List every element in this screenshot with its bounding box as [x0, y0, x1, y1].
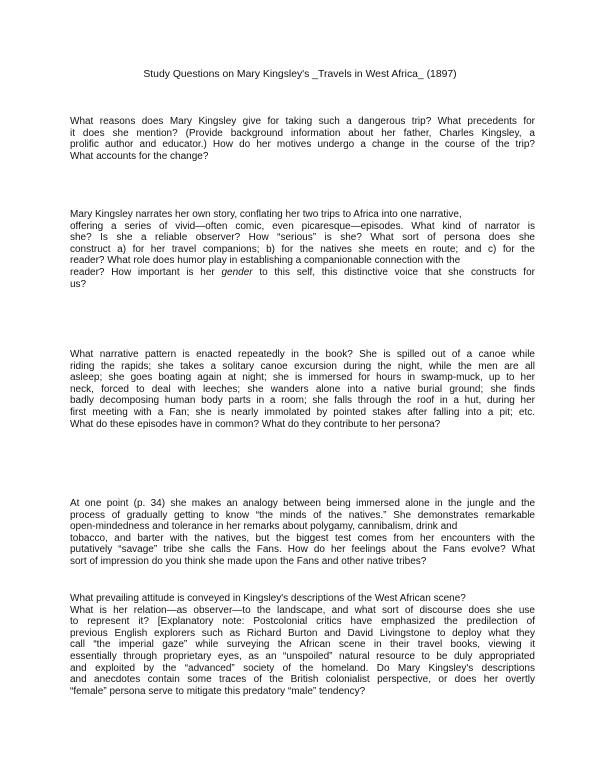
- paragraph-line: sort of impression do you think she made upon the Fans and other native tribes?: [70, 555, 427, 567]
- paragraph-line: tobacco, and barter with the natives, but the biggest test comes from her encounters with the: [70, 532, 535, 544]
- document-title: Study Questions on Mary Kingsley's _Travels in West Africa_ (1897): [143, 69, 457, 80]
- paragraph-line: badly decomposing human body parts in a room; she falls through the roof in a hut, during her: [70, 395, 535, 407]
- paragraph-line: to represent it? [Explanatory note: Postcolonial critics have emphasized the predilection of: [70, 616, 535, 628]
- paragraph-line: it does she mention? (Provide background information about her father, Charles Kingsley, a: [70, 127, 535, 139]
- paragraph-line: Mary Kingsley narrates her own story, conflating her two trips to Africa into one narrative,: [70, 209, 462, 220]
- paragraph-line: What reasons does Mary Kingsley give for taking such a dangerous trip? What precedents for: [70, 116, 535, 127]
- paragraph-line: and anecdotes contain some traces of the British colonialist perspective, or does her overtly: [70, 674, 535, 686]
- paragraph-line: reader? What role does humor play in establishing a companionable connection with the: [70, 255, 461, 267]
- paragraph-line: asleep; she goes boating again at night; she is immersed for hours in swamp-muck, up to her: [70, 372, 535, 384]
- paragraph-line: putatively “savage” tribe she calls the Fans. How do her feelings about the Fans evolve? What: [70, 544, 535, 556]
- paragraph-line: reader? How important is her gender to this self, this distinctive voice that she constructs for: [70, 266, 535, 278]
- question-4-paragraph: [70, 498, 535, 568]
- emphasis-gender: gender: [221, 266, 253, 278]
- paragraph-line: riding the rapids; she takes a solitary canoe excursion during the night, while the men are all: [70, 360, 535, 372]
- question-3-paragraph: [70, 349, 535, 430]
- paragraph-line: previous English explorers such as Richard Burton and David Livingstone to deploy what they: [70, 627, 535, 639]
- paragraph-line: construct a) for her travel companions; b) for the natives she meets en route; and c) for the: [70, 243, 535, 255]
- question-1-paragraph: [70, 116, 535, 162]
- paragraph-line: neck, forced to deal with leeches; she wanders alone into a native burial ground; she finds: [70, 383, 535, 395]
- paragraph-line: What accounts for the change?: [70, 150, 209, 162]
- paragraph-line: What narrative pattern is enacted repeatedly in the book? She is spilled out of a canoe while: [70, 349, 535, 360]
- paragraph-line: and exploited by the “advanced” society of the homeland. Do Mary Kingsley's descriptions: [70, 662, 535, 674]
- question-2-paragraph: [70, 209, 535, 290]
- paragraph-line: What is her relation—as observer—to the landscape, and what sort of discourse does she use: [70, 604, 535, 616]
- paragraph-line: process of gradually getting to know “the minds of the natives.” She demonstrates remarkable: [70, 509, 535, 521]
- paragraph-line: she? Is she a reliable observer? How “serious” is she? What sort of persona does she: [70, 232, 535, 244]
- paragraph-line: essentially through proprietary eyes, as an “unspoiled” natural resource to be duly appropriated: [70, 650, 535, 662]
- paragraph-line: call “the imperial gaze” while surveying the African scene in their travel books, viewing it: [70, 639, 535, 651]
- paragraph-line: What prevailing attitude is conveyed in Kingsley's descriptions of the West African scene?: [70, 593, 466, 604]
- paragraph-line: offering a series of vivid—often comic, even picaresque—episodes. What kind of narrator is: [70, 220, 535, 232]
- paragraph-line: first meeting with a Fan; she is nearly immolated by pointed stakes after falling into a pit; etc.: [70, 406, 535, 418]
- paragraph-line: At one point (p. 34) she makes an analogy between being immersed alone in the jungle and the: [70, 498, 535, 509]
- paragraph-line: prolific author and educator.) How do her motives undergo a change in the course of the trip?: [70, 139, 535, 151]
- paragraph-line: What do these episodes have in common? What do they contribute to her persona?: [70, 418, 441, 430]
- question-5-paragraph: [70, 593, 535, 697]
- paragraph-line: “female” persona serve to mitigate this predatory “male” tendency?: [70, 685, 366, 697]
- paragraph-line: open-mindedness and tolerance in her remarks about polygamy, cannibalism, drink and: [70, 521, 458, 533]
- paragraph-line: us?: [70, 278, 87, 290]
